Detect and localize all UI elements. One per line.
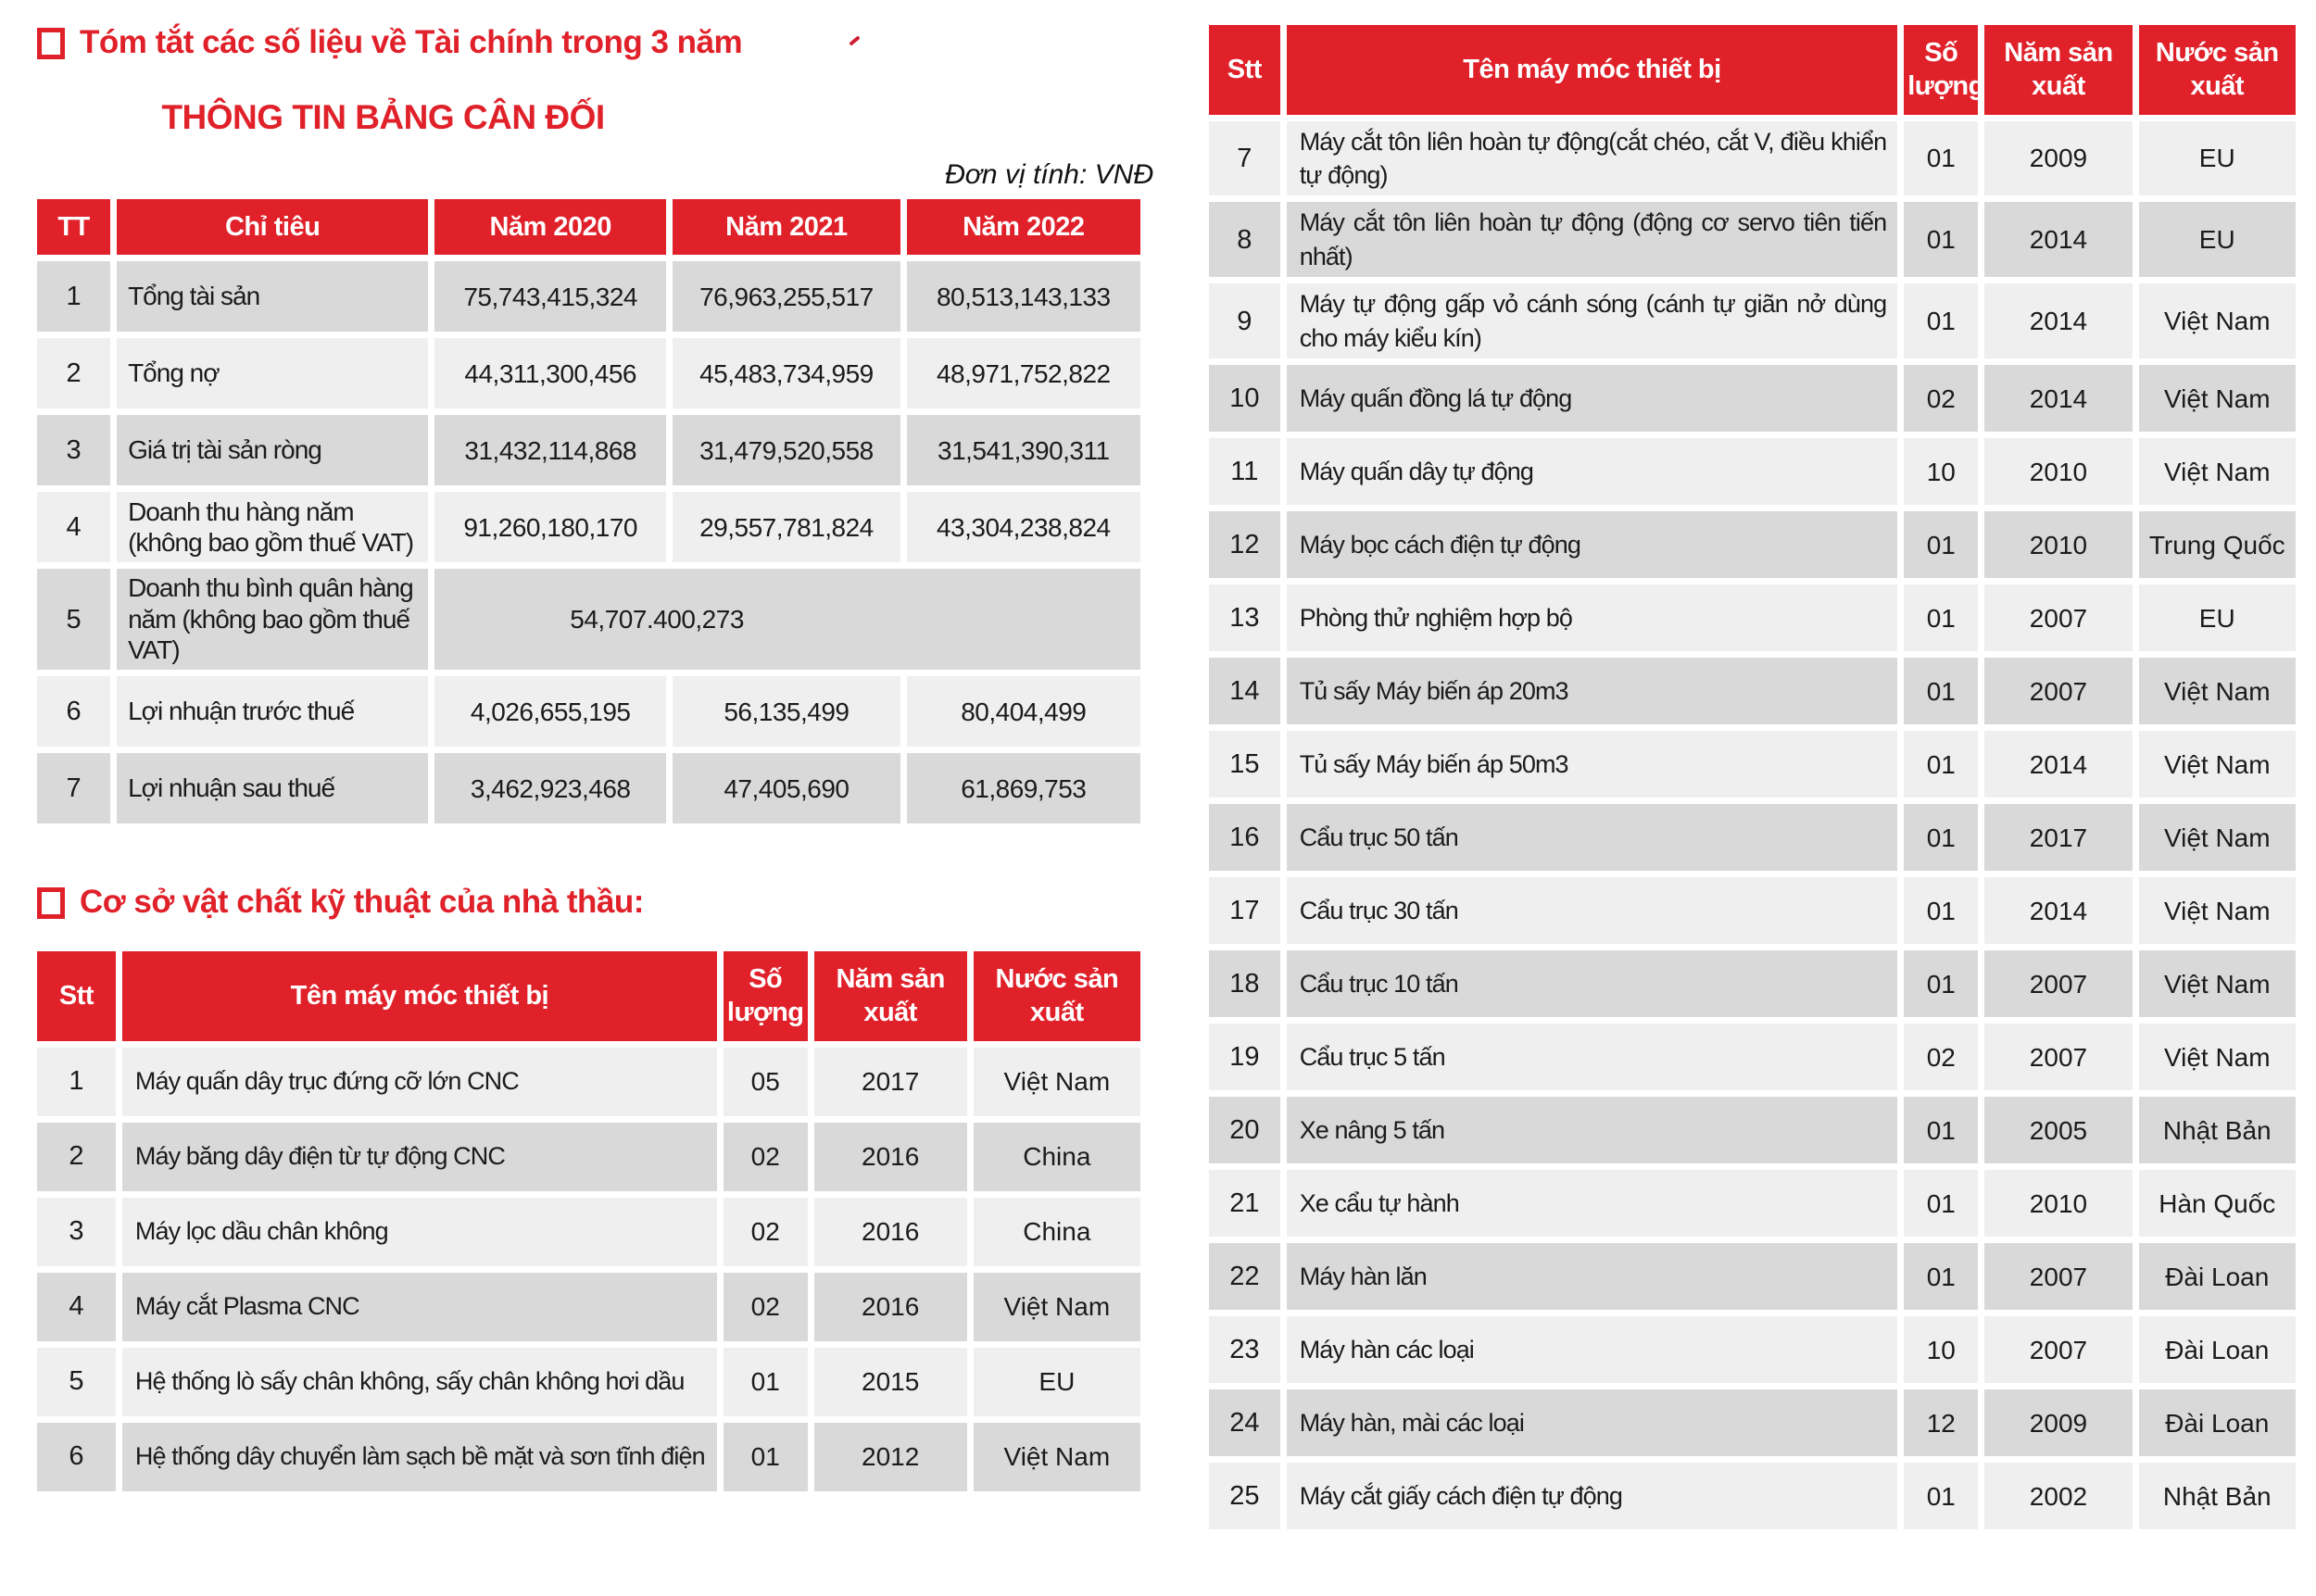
equipment-row	[1209, 511, 2296, 578]
value-2022: 80,404,499	[907, 676, 1140, 747]
production-country: Việt Nam	[974, 1273, 1140, 1341]
quantity: 05	[724, 1048, 808, 1116]
row-number: 1	[37, 261, 110, 332]
production-year: 2007	[1984, 1316, 2132, 1383]
quantity: 01	[1904, 1463, 1978, 1529]
row-number: 6	[37, 1423, 116, 1491]
machine-name: Tủ sấy Máy biến áp 20m3	[1287, 658, 1898, 724]
machine-name: Cẩu trục 10 tấn	[1287, 950, 1898, 1017]
column-header: Tên máy móc thiết bị	[1287, 25, 1898, 115]
quantity: 02	[724, 1273, 808, 1341]
value-2021: 29,557,781,824	[673, 492, 900, 562]
financial-row	[37, 415, 1140, 485]
column-header: Nước sản xuất	[974, 951, 1140, 1041]
machine-name: Xe nâng 5 tấn	[1287, 1097, 1898, 1163]
quantity: 02	[724, 1123, 808, 1191]
value-2020: 91,260,180,170	[434, 492, 666, 562]
column-header: Số lượng	[724, 951, 808, 1041]
value-2020: 3,462,923,468	[434, 753, 666, 823]
value-2021: 76,963,255,517	[673, 261, 900, 332]
quantity: 02	[1904, 365, 1978, 432]
financial-row	[37, 492, 1140, 562]
production-year: 2010	[1984, 1170, 2132, 1237]
equipment-row	[1209, 1316, 2296, 1383]
quantity: 10	[1904, 438, 1978, 505]
financial-row	[37, 261, 1140, 332]
row-number: 4	[37, 492, 110, 562]
row-number: 11	[1209, 438, 1280, 505]
financial-row	[37, 338, 1140, 408]
row-number: 2	[37, 1123, 116, 1191]
machine-name: Hệ thống lò sấy chân không, sấy chân không hơi dầu	[122, 1348, 717, 1416]
equipment-row	[1209, 1024, 2296, 1090]
value-2021: 45,483,734,959	[673, 338, 900, 408]
production-year: 2007	[1984, 950, 2132, 1017]
production-country: Nhật Bản	[2139, 1463, 2296, 1529]
quantity: 01	[1904, 950, 1978, 1017]
row-number: 18	[1209, 950, 1280, 1017]
equipment-section-title-text: Cơ sở vật chất kỹ thuật của nhà thầu:	[80, 884, 644, 921]
equipment-row	[1209, 202, 2296, 277]
value-2021: 56,135,499	[673, 676, 900, 747]
column-header: Số lượng	[1904, 25, 1978, 115]
equipment-table-left	[31, 945, 1147, 1498]
equipment-row	[1209, 1389, 2296, 1456]
production-country: Việt Nam	[974, 1423, 1140, 1491]
financial-section-title-text: Tóm tắt các số liệu về Tài chính trong 3 năm	[80, 24, 743, 60]
production-year: 2010	[1984, 438, 2132, 505]
production-year: 2015	[814, 1348, 967, 1416]
indicator-label: Doanh thu hàng năm (không bao gồm thuế VAT)	[117, 492, 428, 562]
production-year: 2005	[1984, 1097, 2132, 1163]
production-country: Đài Loan	[2139, 1316, 2296, 1383]
value-2022: 80,513,143,133	[907, 261, 1140, 332]
machine-name: Máy cắt Plasma CNC	[122, 1273, 717, 1341]
production-country: EU	[974, 1348, 1140, 1416]
production-year: 2009	[1984, 1389, 2132, 1456]
equipment-row	[1209, 1097, 2296, 1163]
production-country: Việt Nam	[2139, 365, 2296, 432]
production-year: 2012	[814, 1423, 967, 1491]
column-header: Năm sản xuất	[814, 951, 967, 1041]
production-year: 2014	[1984, 877, 2132, 944]
equipment-row	[1209, 584, 2296, 651]
column-header: Năm sản xuất	[1984, 25, 2132, 115]
quantity: 01	[1904, 121, 1978, 196]
equipment-row	[1209, 804, 2296, 871]
machine-name: Máy hàn các loại	[1287, 1316, 1898, 1383]
production-country: Hàn Quốc	[2139, 1170, 2296, 1237]
square-bullet-icon	[37, 887, 65, 919]
equipment-row	[1209, 1243, 2296, 1310]
machine-name: Cẩu trục 30 tấn	[1287, 877, 1898, 944]
equipment-table-right-body	[1209, 121, 2296, 1530]
value-2022: 31,541,390,311	[907, 415, 1140, 485]
value-2021: 31,479,520,558	[673, 415, 900, 485]
quantity: 01	[724, 1348, 808, 1416]
column-header: Năm 2022	[907, 199, 1140, 255]
quantity: 01	[1904, 1097, 1978, 1163]
production-year: 2016	[814, 1198, 967, 1266]
production-country: Việt Nam	[2139, 804, 2296, 871]
row-number: 14	[1209, 658, 1280, 724]
row-number: 23	[1209, 1316, 1280, 1383]
machine-name: Máy quấn đồng lá tự động	[1287, 365, 1898, 432]
production-country: Việt Nam	[2139, 950, 2296, 1017]
machine-name: Máy quấn dây trục đứng cỡ lớn CNC	[122, 1048, 717, 1116]
indicator-label: Giá trị tài sản ròng	[117, 415, 428, 485]
production-year: 2009	[1984, 121, 2132, 196]
merged-value: 54,707.400,273	[434, 569, 1140, 670]
equipment-row	[37, 1198, 1140, 1266]
equipment-row	[1209, 1463, 2296, 1529]
row-number: 7	[37, 753, 110, 823]
quantity: 02	[1904, 1024, 1978, 1090]
row-number: 22	[1209, 1243, 1280, 1310]
equipment-table-right-header	[1209, 25, 2296, 115]
equipment-table-left-header	[37, 951, 1140, 1041]
production-year: 2017	[1984, 804, 2132, 871]
indicator-label: Lợi nhuận trước thuế	[117, 676, 428, 747]
row-number: 1	[37, 1048, 116, 1116]
column-header: TT	[37, 199, 110, 255]
production-country: Đài Loan	[2139, 1389, 2296, 1456]
value-2020: 31,432,114,868	[434, 415, 666, 485]
production-country: Nhật Bản	[2139, 1097, 2296, 1163]
equipment-row	[37, 1423, 1140, 1491]
production-country: EU	[2139, 121, 2296, 196]
machine-name: Máy băng dây điện từ tự động CNC	[122, 1123, 717, 1191]
row-number: 3	[37, 415, 110, 485]
quantity: 01	[1904, 584, 1978, 651]
machine-name: Máy bọc cách điện tự động	[1287, 511, 1898, 578]
indicator-label: Tổng nợ	[117, 338, 428, 408]
production-country: China	[974, 1198, 1140, 1266]
machine-name: Máy hàn lăn	[1287, 1243, 1898, 1310]
production-year: 2007	[1984, 584, 2132, 651]
row-number: 25	[1209, 1463, 1280, 1529]
row-number: 15	[1209, 731, 1280, 798]
production-country: Việt Nam	[2139, 283, 2296, 358]
machine-name: Máy cắt giấy cách điện tự động	[1287, 1463, 1898, 1529]
machine-name: Máy hàn, mài các loại	[1287, 1389, 1898, 1456]
quantity: 12	[1904, 1389, 1978, 1456]
value-2020: 44,311,300,456	[434, 338, 666, 408]
quantity: 01	[1904, 1243, 1978, 1310]
quantity: 01	[1904, 804, 1978, 871]
equipment-row	[1209, 877, 2296, 944]
equipment-row	[1209, 1170, 2296, 1237]
value-2022: 48,971,752,822	[907, 338, 1140, 408]
production-year: 2016	[814, 1123, 967, 1191]
row-number: 16	[1209, 804, 1280, 871]
equipment-row	[1209, 950, 2296, 1017]
production-year: 2014	[1984, 731, 2132, 798]
financial-table-body	[37, 261, 1140, 823]
equipment-section-title	[37, 884, 1153, 921]
quantity: 01	[1904, 1170, 1978, 1237]
machine-name: Máy quấn dây tự động	[1287, 438, 1898, 505]
machine-name: Cẩu trục 5 tấn	[1287, 1024, 1898, 1090]
right-column	[1209, 19, 2309, 1536]
machine-name: Phòng thử nghiệm hợp bộ	[1287, 584, 1898, 651]
row-number: 4	[37, 1273, 116, 1341]
production-country: Việt Nam	[2139, 1024, 2296, 1090]
machine-name: Hệ thống dây chuyển làm sạch bề mặt và sơn tĩnh điện	[122, 1423, 717, 1491]
production-year: 2014	[1984, 365, 2132, 432]
equipment-row	[1209, 658, 2296, 724]
production-year: 2010	[1984, 511, 2132, 578]
production-year: 2016	[814, 1273, 967, 1341]
left-column	[37, 24, 1153, 1498]
row-number: 6	[37, 676, 110, 747]
value-2021: 47,405,690	[673, 753, 900, 823]
financial-row	[37, 753, 1140, 823]
row-number: 17	[1209, 877, 1280, 944]
quantity: 01	[1904, 202, 1978, 277]
production-country: EU	[2139, 584, 2296, 651]
row-number: 2	[37, 338, 110, 408]
production-year: 2017	[814, 1048, 967, 1116]
indicator-label: Tổng tài sản	[117, 261, 428, 332]
row-number: 19	[1209, 1024, 1280, 1090]
equipment-row	[1209, 438, 2296, 505]
production-year: 2014	[1984, 202, 2132, 277]
equipment-row	[37, 1348, 1140, 1416]
value-2020: 75,743,415,324	[434, 261, 666, 332]
machine-name: Máy cắt tôn liên hoàn tự động(cắt chéo, cắt V, điều khiển tự động)	[1287, 121, 1898, 196]
row-number: 13	[1209, 584, 1280, 651]
equipment-row	[1209, 365, 2296, 432]
quantity: 01	[1904, 877, 1978, 944]
production-year: 2002	[1984, 1463, 2132, 1529]
currency-unit-note: Đơn vị tính: VNĐ	[945, 159, 1153, 190]
header-row	[37, 199, 1140, 255]
production-year: 2007	[1984, 658, 2132, 724]
row-number: 5	[37, 1348, 116, 1416]
column-header: Chỉ tiêu	[117, 199, 428, 255]
production-country: Việt Nam	[2139, 877, 2296, 944]
column-header: Năm 2020	[434, 199, 666, 255]
machine-name: Tủ sấy Máy biến áp 50m3	[1287, 731, 1898, 798]
header-row	[37, 951, 1140, 1041]
balance-sheet-title: THÔNG TIN BẢNG CÂN ĐỐI	[161, 98, 605, 136]
machine-name: Xe cẩu tự hành	[1287, 1170, 1898, 1237]
financial-row	[37, 569, 1140, 670]
production-year: 2014	[1984, 283, 2132, 358]
square-bullet-icon	[37, 28, 65, 59]
row-number: 7	[1209, 121, 1280, 196]
quantity: 01	[1904, 511, 1978, 578]
row-number: 20	[1209, 1097, 1280, 1163]
production-country: Việt Nam	[2139, 658, 2296, 724]
financial-table	[31, 193, 1147, 830]
production-country: Việt Nam	[2139, 438, 2296, 505]
header-row	[1209, 25, 2296, 115]
value-2020: 4,026,655,195	[434, 676, 666, 747]
production-country: China	[974, 1123, 1140, 1191]
financial-section-title	[37, 24, 1153, 61]
quantity: 01	[1904, 283, 1978, 358]
production-country: Đài Loan	[2139, 1243, 2296, 1310]
value-2022: 61,869,753	[907, 753, 1140, 823]
quantity: 01	[1904, 658, 1978, 724]
row-number: 5	[37, 569, 110, 670]
indicator-label: Lợi nhuận sau thuế	[117, 753, 428, 823]
equipment-row	[37, 1273, 1140, 1341]
equipment-row	[37, 1048, 1140, 1116]
column-header: Stt	[37, 951, 116, 1041]
row-number: 9	[1209, 283, 1280, 358]
machine-name: Máy tự động gấp vỏ cánh sóng (cánh tự giãn nở dùng cho máy kiểu kín)	[1287, 283, 1898, 358]
row-number: 10	[1209, 365, 1280, 432]
value-2022: 43,304,238,824	[907, 492, 1140, 562]
column-header: Stt	[1209, 25, 1280, 115]
machine-name: Cẩu trục 50 tấn	[1287, 804, 1898, 871]
machine-name: Máy cắt tôn liên hoàn tự động (động cơ servo tiên tiến nhất)	[1287, 202, 1898, 277]
production-year: 2007	[1984, 1243, 2132, 1310]
row-number: 3	[37, 1198, 116, 1266]
column-header: Năm 2021	[673, 199, 900, 255]
production-country: Trung Quốc	[2139, 511, 2296, 578]
quantity: 10	[1904, 1316, 1978, 1383]
equipment-row	[1209, 121, 2296, 196]
row-number: 12	[1209, 511, 1280, 578]
equipment-row	[1209, 283, 2296, 358]
column-header: Nước sản xuất	[2139, 25, 2296, 115]
production-country: EU	[2139, 202, 2296, 277]
production-country: Việt Nam	[974, 1048, 1140, 1116]
equipment-table-right	[1202, 19, 2302, 1536]
production-country: Việt Nam	[2139, 731, 2296, 798]
row-number: 24	[1209, 1389, 1280, 1456]
row-number: 21	[1209, 1170, 1280, 1237]
quantity: 02	[724, 1198, 808, 1266]
financial-row	[37, 676, 1140, 747]
machine-name: Máy lọc dầu chân không	[122, 1198, 717, 1266]
row-number: 8	[1209, 202, 1280, 277]
indicator-label: Doanh thu bình quân hàng năm (không bao gồm thuế VAT)	[117, 569, 428, 670]
financial-table-header	[37, 199, 1140, 255]
column-header: Tên máy móc thiết bị	[122, 951, 717, 1041]
equipment-row	[37, 1123, 1140, 1191]
equipment-table-left-body	[37, 1048, 1140, 1491]
quantity: 01	[724, 1423, 808, 1491]
quantity: 01	[1904, 731, 1978, 798]
production-year: 2007	[1984, 1024, 2132, 1090]
equipment-row	[1209, 731, 2296, 798]
